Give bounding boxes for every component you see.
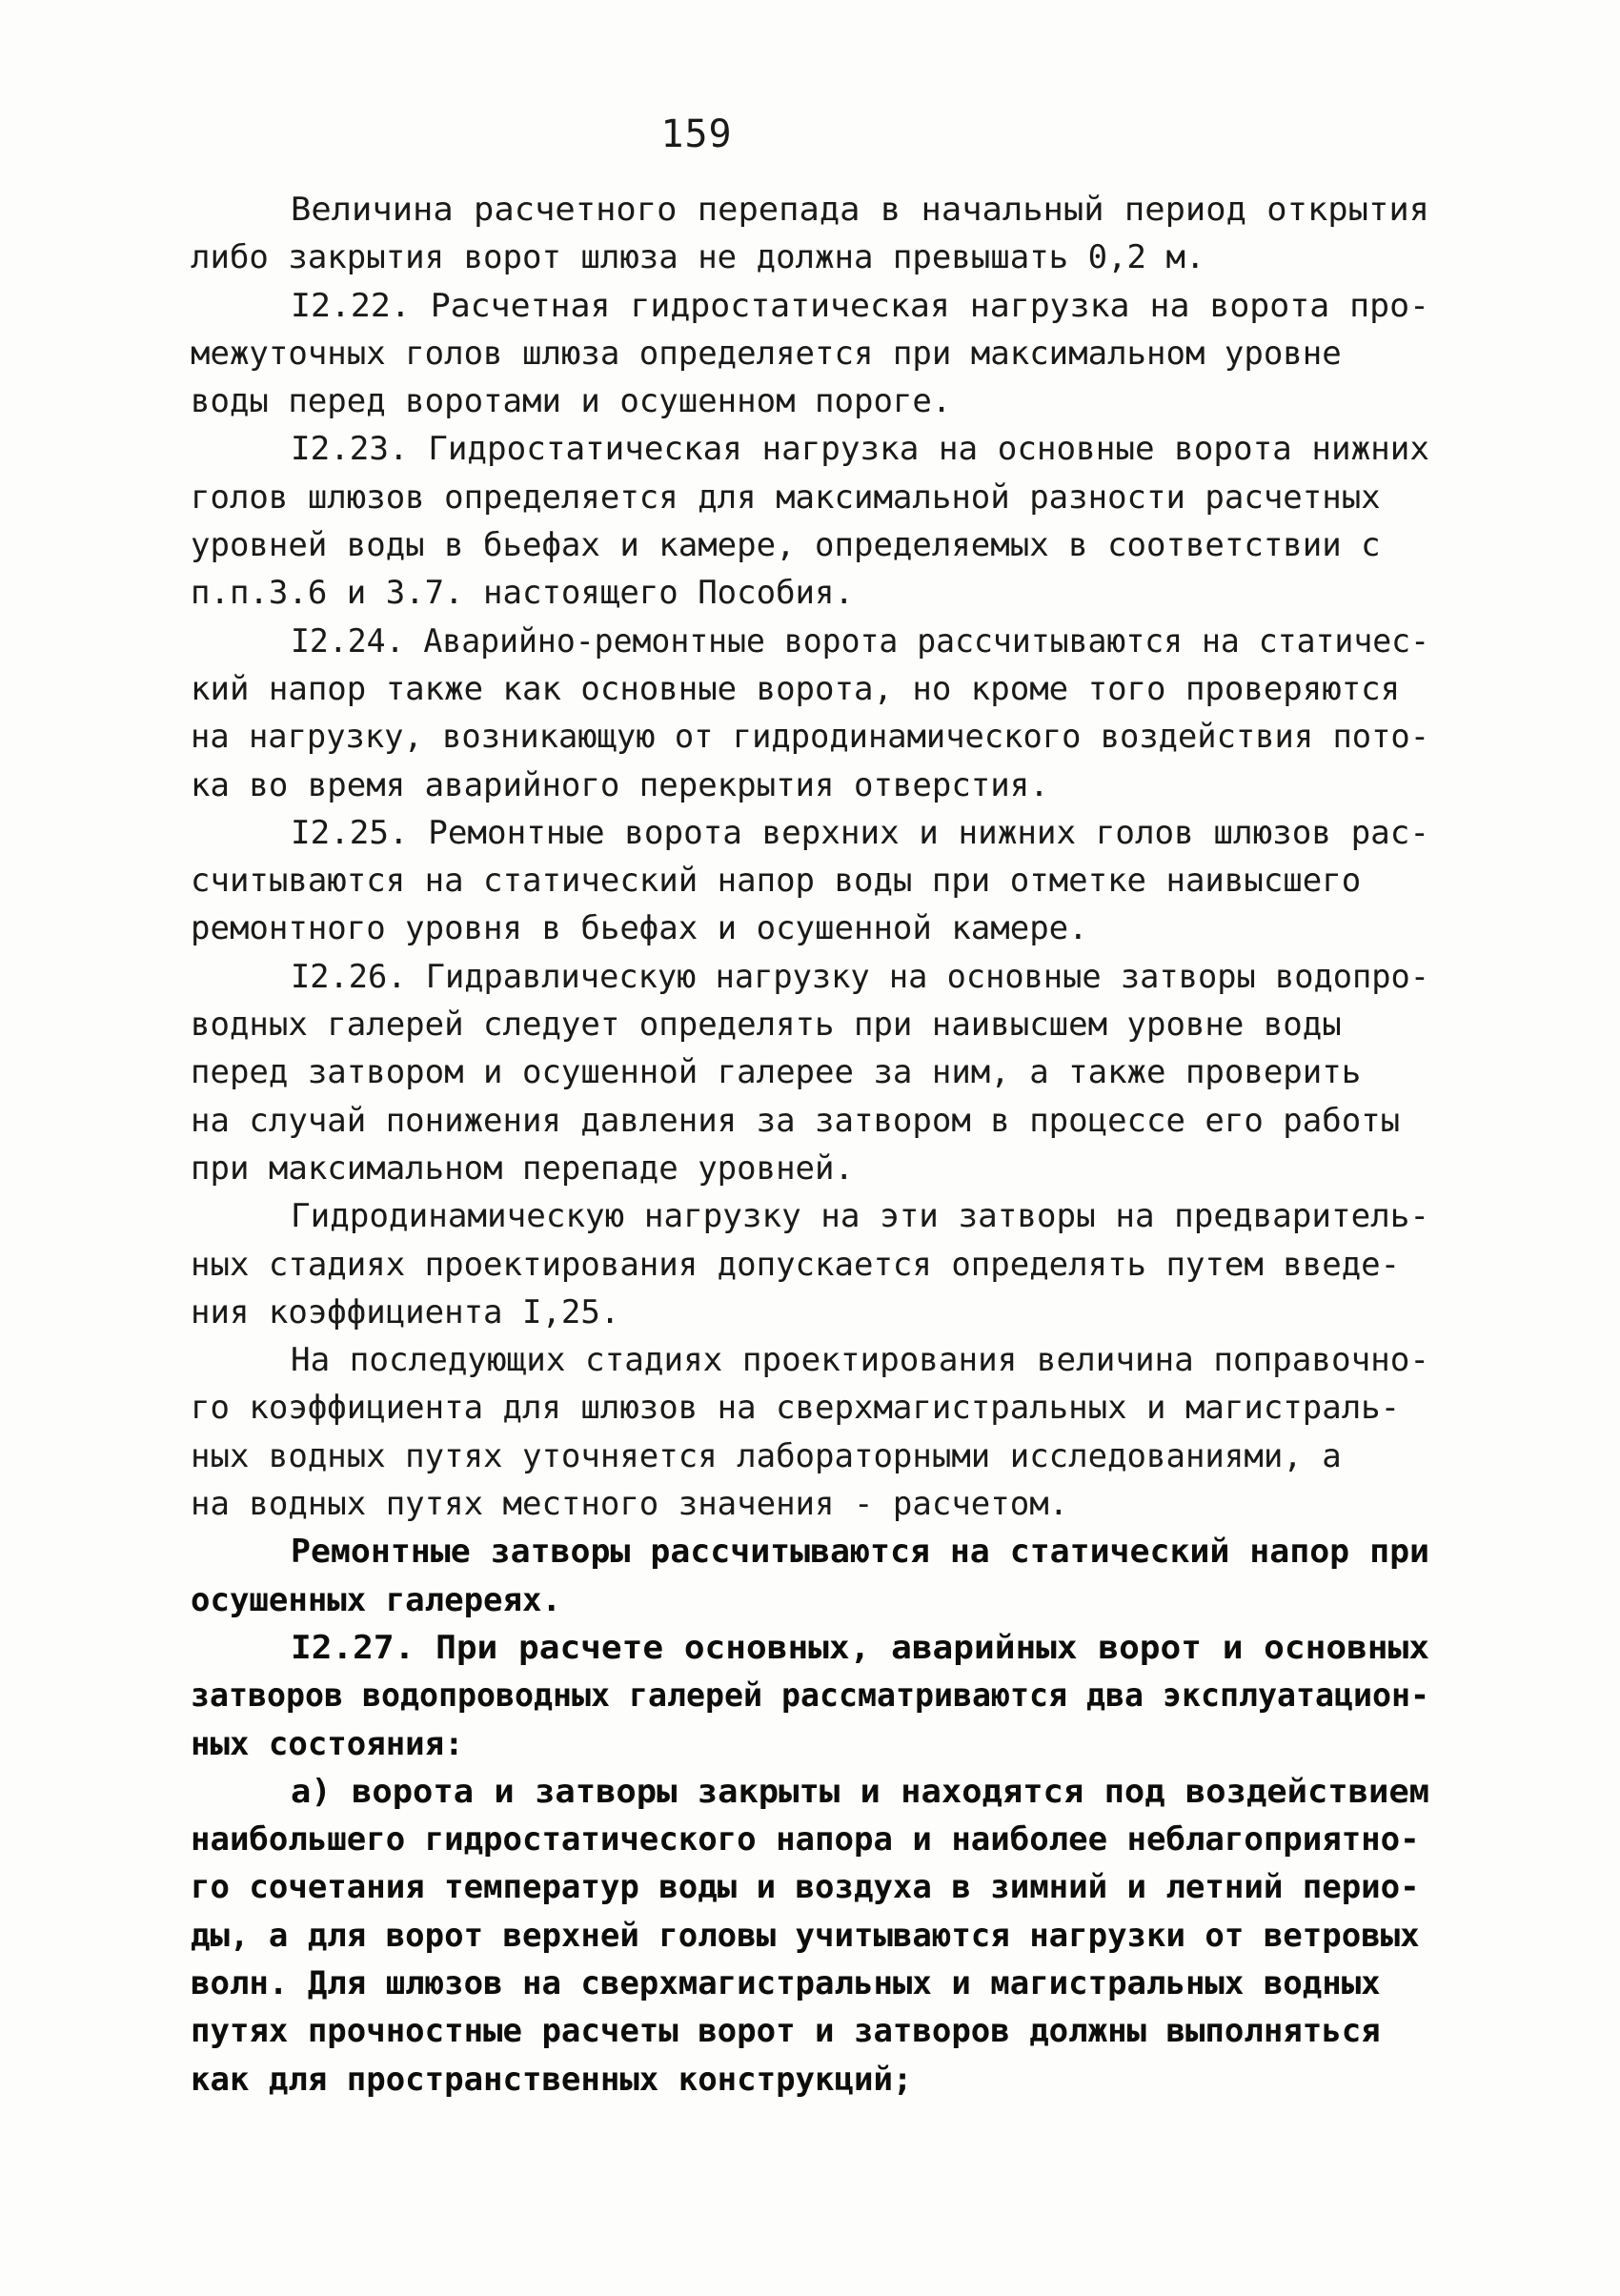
text-line: Величина расчетного перепада в начальный период открытия: [291, 191, 1429, 229]
text-line: го сочетания температур воды и воздуха в зимний и летний перио-: [191, 1868, 1420, 1907]
text-line: I2.23. Гидростатическая нагрузка на основные ворота нижних: [291, 430, 1429, 469]
text-line: осушенных галереях.: [191, 1580, 561, 1619]
text-line: ных водных путях уточняется лабораторными исследованиями, а: [191, 1436, 1342, 1475]
text-line: волн. Для шлюзов на сверхмагистральных и магистральных водных: [191, 1963, 1381, 2002]
text-line: го коэффициента для шлюзов на сверхмагистральных и магистраль-: [191, 1389, 1401, 1428]
text-line: на водных путях местного значения - расчетом.: [191, 1485, 1069, 1524]
text-line: голов шлюзов определяется для максимальной разности расчетных: [191, 477, 1381, 517]
text-line: наибольшего гидростатического напора и наиболее неблагоприятно-: [191, 1820, 1420, 1859]
text-line: на нагрузку, возникающую от гидродинамического воздействия пото-: [191, 718, 1429, 757]
text-line: На последующих стадиях проектирования величина поправочно-: [291, 1341, 1429, 1380]
text-line: ремонтного уровня в бьефах и осушенной камере.: [191, 909, 1088, 948]
text-line: Гидродинамическую нагрузку на эти затворы на предваритель-: [291, 1197, 1429, 1236]
text-line: считываются на статический напор воды при отметке наивысшего: [191, 862, 1362, 901]
text-line: путях прочностные расчеты ворот и затворов должны выполняться: [191, 2012, 1381, 2051]
text-line: Ремонтные затворы рассчитываются на статический напор при: [291, 1533, 1430, 1572]
text-line: ды, а для ворот верхней головы учитываются нагрузки от ветровых: [191, 1916, 1420, 1955]
body-text: [191, 186, 1429, 2103]
text-line: ния коэффициента I,25.: [191, 1292, 620, 1331]
text-line: на случай понижения давления за затвором в процессе его работы: [191, 1101, 1401, 1140]
text-line: I2.24. Аварийно-ремонтные ворота рассчитываются на статичес-: [291, 621, 1429, 660]
text-line: ка во время аварийного перекрытия отверстия.: [191, 765, 1049, 804]
text-line: либо закрытия ворот шлюза не должна превышать 0,2 м.: [191, 238, 1205, 277]
text-line: п.п.3.6 и 3.7. настоящего Пособия.: [191, 574, 854, 613]
text-line: кий напор также как основные ворота, но кроме того проверяются: [191, 669, 1401, 708]
text-line: уровней воды в бьефах и камере, определяемых в соответствии с: [191, 526, 1381, 565]
text-line: при максимальном перепаде уровней.: [191, 1148, 854, 1188]
text-line: I2.22. Расчетная гидростатическая нагрузка на ворота про-: [291, 286, 1430, 325]
text-line: водных галерей следует определять при наивысшем уровне воды: [191, 1006, 1342, 1045]
text-line: затворов водопроводных галерей рассматриваются два эксплуатацион-: [191, 1676, 1429, 1716]
text-line: I2.27. При расчете основных, аварийных ворот и основных: [291, 1628, 1429, 1667]
text-line: межуточных голов шлюза определяется при максимальном уровне: [191, 334, 1342, 373]
text-line: а) ворота и затворы закрыты и находятся под воздействием: [291, 1772, 1429, 1811]
text-line: воды перед воротами и осушенном пороге.: [191, 382, 952, 421]
text-line: перед затвором и осушенной галерее за ним, а также проверить: [191, 1053, 1362, 1092]
text-line: ных состояния:: [191, 1724, 464, 1763]
text-line: I2.26. Гидравлическую нагрузку на основные затворы водопро-: [291, 957, 1429, 996]
text-line: I2.25. Ремонтные ворота верхних и нижних голов шлюзов рас-: [291, 813, 1429, 852]
text-line: ных стадиях проектирования допускается определять путем введе-: [191, 1245, 1401, 1284]
page-number: 159: [660, 112, 733, 156]
text-line: как для пространственных конструкций;: [191, 2060, 913, 2099]
